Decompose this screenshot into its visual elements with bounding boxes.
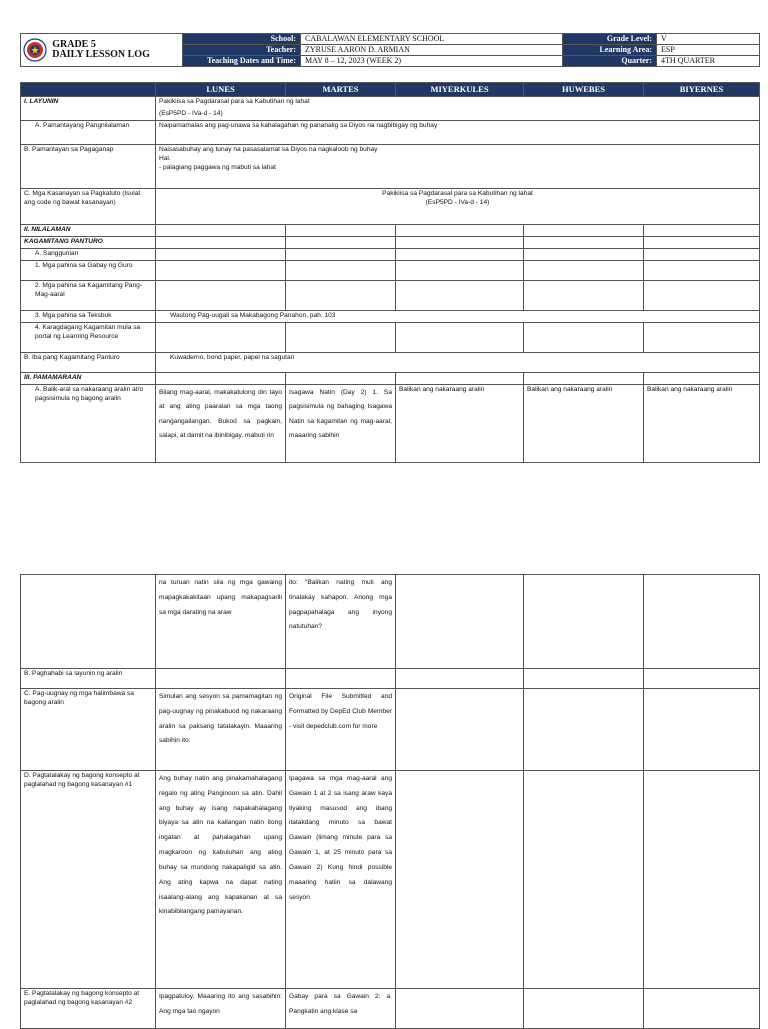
row-label: II. NILALAMAN [21, 225, 156, 237]
row-content [156, 145, 760, 189]
cell-tuesday: Original File Submitted and Formatted by DepEd Club Member - visit depedclub.com for more [286, 689, 396, 771]
row-label: 1. Mga pahina sa Gabay ng Guro [21, 260, 156, 280]
c-line-1: Pakikiisa sa Pagdarasal para sa Kabutihan ng lahat [382, 190, 533, 198]
quarter-value: 4TH QUARTER [657, 56, 760, 67]
row-content [156, 97, 760, 121]
table-row [21, 145, 760, 189]
row-label: C. Pag-uugnay ng mga halimbawa sa bagong aralin [21, 689, 156, 771]
day-wednesday: MIYERKULES [396, 83, 524, 97]
lesson-log-sheet [20, 82, 759, 463]
row-label: A. Sanggunian [21, 249, 156, 261]
table-row [21, 322, 760, 352]
lesson-table-continued [20, 574, 760, 1029]
table-row [21, 310, 760, 322]
table-row [21, 249, 760, 261]
teacher-value: ZYRUSE AARON D. ARMIAN [301, 45, 563, 56]
row-label: C. Mga Kasanayan sa Pagkatuto (Isulat ang code ng bawat kasanayan) [21, 189, 156, 225]
cell-wednesday: Balikan ang nakaraang aralin [396, 384, 524, 462]
table-row [21, 237, 760, 249]
table-row [21, 189, 760, 225]
cell-monday: Simulan ang sesyon sa pamamagitan ng pag-uugnay ng pinakabuod ng nakaraang aralin sa paksang tatalakayin. Maaaring sabihin ito: [156, 689, 286, 771]
table-row [21, 121, 760, 145]
row-content: Naipamamalas ang pag-unawa sa kahalagahan ng pananalig sa Diyos na nagbibigay ng buhay [156, 121, 760, 145]
cell-tuesday: ito: “Balikan nating muli ang tinalakay kahapon. Anong mga pagpapahalaga ang inyong natutuhan? [286, 575, 396, 669]
day-thursday: HUWEBES [524, 83, 644, 97]
row-label: B. Pamantayan sa Pagaganap [21, 145, 156, 189]
cell-monday: Ipagpatuloy. Maaaring ito ang sasabihin: Ang mga tao ngayon [156, 989, 286, 1029]
cell-tuesday: Gabay para sa Gawain 2: a. Pangkatin ang klase sa [286, 989, 396, 1029]
table-row [21, 352, 760, 372]
row-label: 2. Mga pahina sa Kagamitang Pang-Mag-aaral [21, 280, 156, 310]
cell-tuesday: Isagawa Natin (Day 2) 1. Sa pagsisimula ng bahaging Isagawa Natin sa kagamitan ng mag-aaral, maaaring sabihin [286, 384, 396, 462]
row-label: 4. Karagdagang Kagamitan mula sa portal ng Learning Resource [21, 322, 156, 352]
row-content [156, 189, 760, 225]
area-label: Learning Area: [563, 45, 657, 56]
table-row [21, 225, 760, 237]
layunin-code: (EsP5PD - IVa-d - 14) [159, 110, 223, 118]
table-row [21, 575, 760, 669]
b-line-2: Hal. [159, 155, 171, 163]
day-tuesday: MARTES [286, 83, 396, 97]
grade-label: Grade Level: [563, 34, 657, 45]
cell-friday: Balikan ang nakaraang aralin [644, 384, 760, 462]
b-line-3: - palagiang paggawa ng mabuti sa lahat [159, 164, 276, 172]
row-label: B. Paghahabi sa layunin ng aralin [21, 669, 156, 689]
table-row [21, 372, 760, 384]
header-block [20, 33, 759, 67]
row-label: KAGAMITANG PANTURO [21, 237, 156, 249]
table-row [21, 280, 760, 310]
brand-cell [21, 34, 183, 67]
table-row [21, 669, 760, 689]
header-table [20, 33, 760, 67]
day-header-blank [21, 83, 156, 97]
table-row [21, 384, 760, 462]
row-label: III. PAMAMARAAN [21, 372, 156, 384]
brand-title: DAILY LESSON LOG [52, 49, 150, 60]
row-label: D. Pagtatalakay ng bagong konsepto at paglalahad ng bagong kasanayan #1 [21, 771, 156, 989]
cell-tuesday: Ipagawa sa mga mag-aaral ang Gawain 1 at 2 sa isang araw kaya tiyaking masusod ang ibang itatakdang minuto sa bawat Gawain (limang minute para sa Gawain 1, at 25 minuto para sa Gawain 2) Kung hindi possible maaaring hatiin sa dalawang sesyon [286, 771, 396, 989]
row-label: I. LAYUNIN [21, 97, 156, 121]
row-label: B. Iba pang Kagamitang Panturo [21, 352, 156, 372]
cell-thursday: Balikan ang nakaraang aralin [524, 384, 644, 462]
table-row [21, 771, 760, 989]
row-label: A. Pamantayang Pangnilalaman [21, 121, 156, 145]
cell-monday: na turuan natin sila ng mga gawaing mapagkakakitaan upang makapagsarili sa mga darating na araw [156, 575, 286, 669]
brand-grade: GRADE 5 [52, 38, 96, 50]
school-label: School: [183, 34, 301, 45]
table-row [21, 97, 760, 121]
dates-value: MAY 8 – 12, 2023 (WEEK 2) [301, 56, 563, 67]
table-row [21, 260, 760, 280]
quarter-label: Quarter: [563, 56, 657, 67]
table-row [21, 989, 760, 1029]
teacher-label: Teacher: [183, 45, 301, 56]
row-content: Kuwaderno, bond paper, papel na sagutan [156, 352, 760, 372]
row-label: 3. Mga pahina sa Teksbuk [21, 310, 156, 322]
lesson-log-sheet-continued [20, 574, 759, 1029]
grade-value: V [657, 34, 760, 45]
area-value: ESP [657, 45, 760, 56]
c-line-2: (EsP5PD - IVa-d - 14) [425, 199, 490, 207]
row-label [21, 575, 156, 669]
b-line-1: Naisasabuhay ang tunay na pasasalamat sa Diyos na nagkaloob ng buhay [159, 146, 378, 154]
row-label: E. Pagtatalakay ng bagong konsepto at paglalahad ng bagong kasanayan #2 [21, 989, 156, 1029]
row-label: A. Balik-aral sa nakaraang aralin at/o pagsisimula ng bagong aralin [21, 384, 156, 462]
table-row [21, 689, 760, 771]
dates-label: Teaching Dates and Time: [183, 56, 301, 67]
school-value: CABALAWAN ELEMENTARY SCHOOL [301, 34, 563, 45]
cell-monday: Ang buhay natin ang pinakamahalagang regalo ng ating Panginoon sa atin. Dahil ang buhay ay isang napakahalagang biyaya sa atin na kailangan natin itong ingatan at pahalagahan upang magkaroon ng kabuluhan ang ating buhay sa mundong nakapaligid sa atin. Ang ating kapwa na dapat nating isaalang-alang ang kapakanan at sa kinabibilangang pamayanan. [156, 771, 286, 989]
deped-seal-icon [23, 38, 47, 62]
day-monday: LUNES [156, 83, 286, 97]
day-header-row [21, 83, 760, 97]
row-content: Wastong Pag-uugali sa Makabagong Panahon, pah. 103 [156, 310, 760, 322]
cell-monday: Bilang mag-aaral, makakatulong din tayo at ang ating paaralan sa mga taong nangangailangan. Bukod sa pagkain, salapi, at damit na ibinibigay, mabuti rin [156, 384, 286, 462]
layunin-line: Pakikiisa sa Pagdarasal para sa Kabutihan ng lahat [159, 98, 310, 106]
day-friday: BIYERNES [644, 83, 760, 97]
lesson-table [20, 82, 760, 463]
